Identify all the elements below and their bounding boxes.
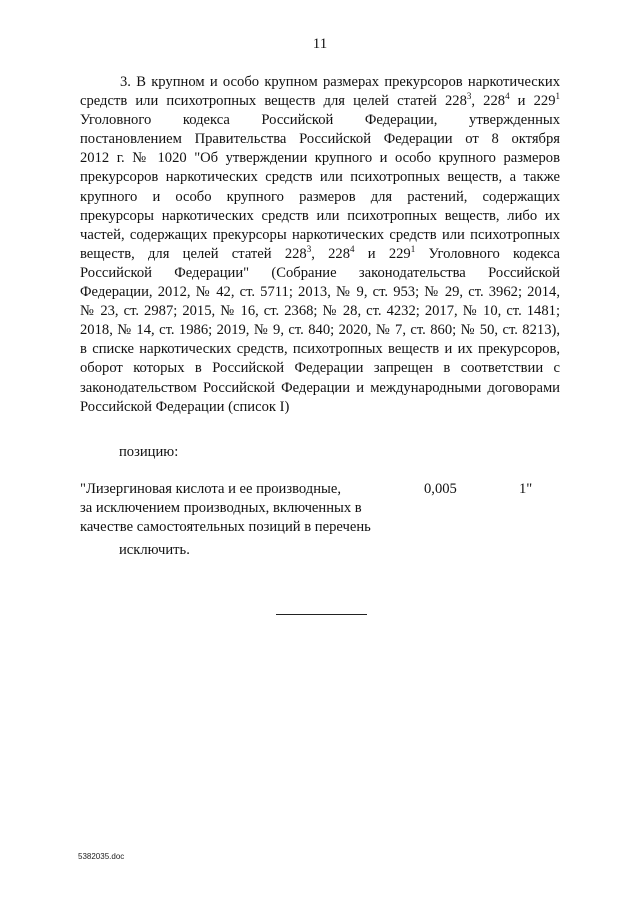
entry-amount: 0,005 xyxy=(424,481,457,497)
file-name: 5382035.doc xyxy=(78,852,125,861)
paragraph-line: веществ, для целей статей $228^3$, $228^4$ и $229^1$ Уголовного кодекса xyxy=(80,243,560,262)
paragraph-line: 3. В крупном и особо крупном размерах прекурсоров наркотических xyxy=(120,74,560,90)
paragraph-line: Российской Федерации" (Собрание законодательства Российской xyxy=(80,264,560,281)
entry-name xyxy=(80,480,400,537)
exclude-label: исключить. xyxy=(119,542,190,558)
entry-number: 1" xyxy=(519,481,533,497)
paragraph-line: прекурсоров наркотических средств или психотропных веществ, а также xyxy=(80,169,560,186)
paragraph-line: Уголовного кодекса Российской Федерации, утвержденных xyxy=(80,112,560,129)
paragraph-line: в списке наркотических средств, психотропных веществ и их прекурсоров, xyxy=(80,341,560,358)
paragraph-line: средств или психотропных веществ для целей статей $228^3$, $228^4$ и $229^1$ xyxy=(80,91,561,110)
entry-name-line: качестве самостоятельных позиций в перечень xyxy=(80,519,371,535)
paragraph-line: № 23, ст. 2987; 2015, № 16, ст. 2368; № 28, ст. 4232; 2017, № 10, ст. 1481; xyxy=(80,303,560,320)
main-paragraph xyxy=(80,73,560,417)
paragraph-line: постановлением Правительства Российской Федерации от 8 октября xyxy=(80,131,560,148)
entry-name-line: "Лизергиновая кислота и ее производные, xyxy=(80,481,341,497)
paragraph-line: оборот которых в Российской Федерации запрещен в соответствии с xyxy=(80,360,560,377)
paragraph-line: законодательством Российской Федерации и международными договорами xyxy=(80,379,560,396)
paragraph-line: крупного и особо крупного размеров для растений, содержащих xyxy=(80,188,560,205)
paragraph-line: прекурсоры наркотических средств или психотропных веществ, либо их xyxy=(80,207,560,224)
paragraph-line: Федерации, 2012, № 42, ст. 5711; 2013, № 9, ст. 953; № 29, ст. 3962; 2014, xyxy=(80,284,560,301)
page-number: 11 xyxy=(312,36,328,52)
paragraph-line: частей, содержащих прекурсоры наркотических средств или психотропных xyxy=(80,226,560,243)
entry-name-line: за исключением производных, включенных в xyxy=(80,500,362,516)
paragraph-line: 2018, № 14, ст. 1986; 2019, № 9, ст. 840; 2020, № 7, ст. 860; № 50, ст. 8213), xyxy=(80,322,560,339)
separator-line xyxy=(276,614,367,615)
paragraph-line: Российской Федерации (список I) xyxy=(80,398,290,415)
paragraph-line: 2012 г. № 1020 "Об утверждении крупного и особо крупного размеров xyxy=(80,150,560,167)
position-label: позицию: xyxy=(119,444,179,460)
